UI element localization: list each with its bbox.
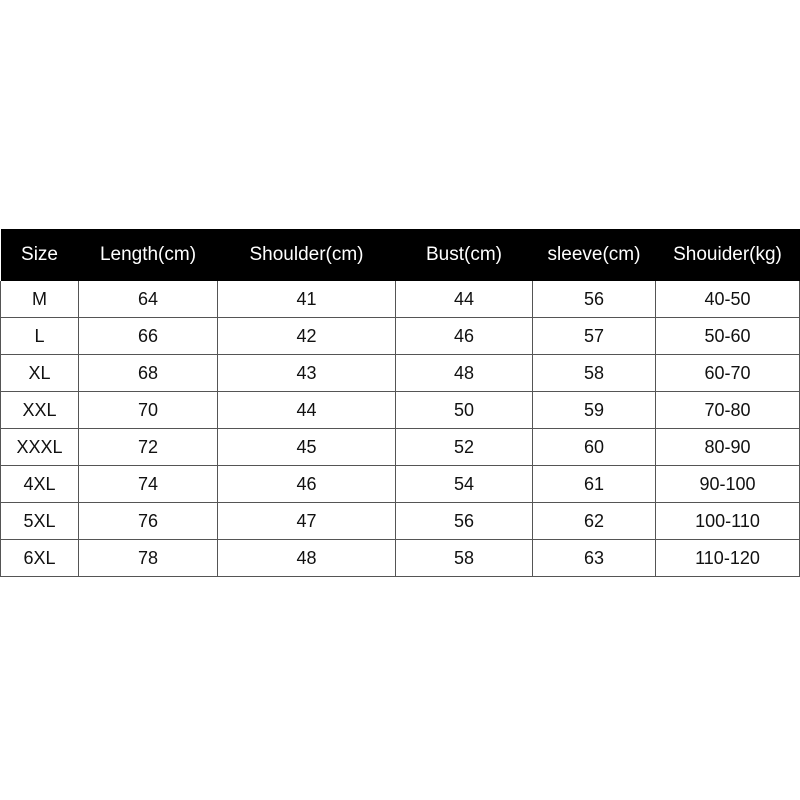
cell-bust: 46 bbox=[396, 318, 533, 355]
table-row bbox=[1, 429, 800, 466]
cell-bust: 52 bbox=[396, 429, 533, 466]
cell-bust: 56 bbox=[396, 503, 533, 540]
cell-bust: 54 bbox=[396, 466, 533, 503]
cell-length: 76 bbox=[79, 503, 218, 540]
cell-length: 72 bbox=[79, 429, 218, 466]
cell-length: 74 bbox=[79, 466, 218, 503]
cell-size: XXXL bbox=[1, 429, 79, 466]
header-sleeve: sleeve(cm) bbox=[533, 229, 656, 281]
cell-sleeve: 63 bbox=[533, 540, 656, 577]
cell-size: 4XL bbox=[1, 466, 79, 503]
cell-size: L bbox=[1, 318, 79, 355]
cell-length: 70 bbox=[79, 392, 218, 429]
table-row bbox=[1, 355, 800, 392]
cell-shoulder: 45 bbox=[218, 429, 396, 466]
cell-bust: 50 bbox=[396, 392, 533, 429]
cell-size: 6XL bbox=[1, 540, 79, 577]
cell-sleeve: 56 bbox=[533, 281, 656, 318]
table-row bbox=[1, 540, 800, 577]
header-bust: Bust(cm) bbox=[396, 229, 533, 281]
header-weight: Shouider(kg) bbox=[656, 229, 800, 281]
cell-length: 66 bbox=[79, 318, 218, 355]
cell-sleeve: 61 bbox=[533, 466, 656, 503]
table-row bbox=[1, 318, 800, 355]
cell-sleeve: 57 bbox=[533, 318, 656, 355]
cell-shoulder: 46 bbox=[218, 466, 396, 503]
header-shoulder: Shoulder(cm) bbox=[218, 229, 396, 281]
cell-weight: 90-100 bbox=[656, 466, 800, 503]
size-chart-table bbox=[0, 229, 800, 577]
cell-bust: 58 bbox=[396, 540, 533, 577]
cell-length: 64 bbox=[79, 281, 218, 318]
table-row bbox=[1, 503, 800, 540]
cell-size: XL bbox=[1, 355, 79, 392]
cell-shoulder: 48 bbox=[218, 540, 396, 577]
cell-sleeve: 58 bbox=[533, 355, 656, 392]
cell-shoulder: 44 bbox=[218, 392, 396, 429]
cell-weight: 110-120 bbox=[656, 540, 800, 577]
cell-bust: 48 bbox=[396, 355, 533, 392]
cell-weight: 50-60 bbox=[656, 318, 800, 355]
cell-weight: 100-110 bbox=[656, 503, 800, 540]
table-row bbox=[1, 392, 800, 429]
cell-weight: 80-90 bbox=[656, 429, 800, 466]
cell-size: XXL bbox=[1, 392, 79, 429]
cell-length: 68 bbox=[79, 355, 218, 392]
cell-sleeve: 62 bbox=[533, 503, 656, 540]
cell-size: M bbox=[1, 281, 79, 318]
header-length: Length(cm) bbox=[79, 229, 218, 281]
cell-shoulder: 42 bbox=[218, 318, 396, 355]
cell-shoulder: 47 bbox=[218, 503, 396, 540]
cell-weight: 40-50 bbox=[656, 281, 800, 318]
header-row bbox=[1, 229, 800, 281]
cell-size: 5XL bbox=[1, 503, 79, 540]
table-row bbox=[1, 466, 800, 503]
cell-sleeve: 60 bbox=[533, 429, 656, 466]
cell-bust: 44 bbox=[396, 281, 533, 318]
cell-shoulder: 43 bbox=[218, 355, 396, 392]
cell-length: 78 bbox=[79, 540, 218, 577]
cell-weight: 60-70 bbox=[656, 355, 800, 392]
cell-weight: 70-80 bbox=[656, 392, 800, 429]
table-row bbox=[1, 281, 800, 318]
cell-shoulder: 41 bbox=[218, 281, 396, 318]
cell-sleeve: 59 bbox=[533, 392, 656, 429]
header-size: Size bbox=[1, 229, 79, 281]
